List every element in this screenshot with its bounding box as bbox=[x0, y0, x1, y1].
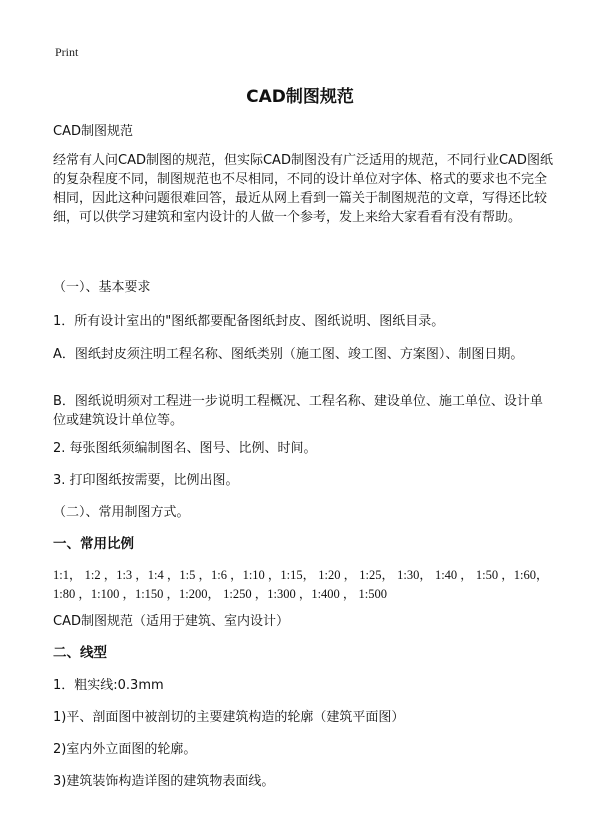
item-1: 1．所有设计室出的"图纸都要配备图纸封皮、图纸说明、图纸目录。 bbox=[53, 314, 445, 329]
item-2: 2. 每张图纸须编制图名、图号、比例、时间。 bbox=[53, 441, 317, 456]
section-common-methods: （二）、常用制图方式。 bbox=[53, 505, 190, 520]
section-basic-requirements: （一）、基本要求 bbox=[53, 280, 151, 295]
scale-ratios: 1:1， 1:2 ，1:3 ，1:4 ，1:5 ，1:6 ，1:10 ，1:15， 1:20 ， 1:25， 1:30， 1:40 ， 1:50 ，1:60， 1:80 ，1:100 ，1:150 ，1:200， 1:250 ，1:300 ，1:400 ， 1:500 bbox=[53, 568, 549, 601]
item-b: B．图纸说明须对工程进一步说明工程概况、工程名称、建设单位、施工单位、设计单位或建筑设计单位等。 bbox=[53, 394, 543, 428]
suitability-note: CAD制图规范（适用于建筑、室内设计） bbox=[53, 614, 289, 629]
line-item-1: 1)平、剖面图中被剖切的主要建筑构造的轮廓（建筑平面图） bbox=[53, 710, 405, 725]
heading-common-scale: 一、常用比例 bbox=[53, 536, 134, 552]
intro-paragraph: 经常有人问CAD制图的规范，但实际CAD制图没有广泛适用的规范，不同行业CAD图纸的复杂程度不同，制图规范也不尽相同，不同的设计单位对字体、格式的要求也不完全相同，因此这种问题很难回答，最近从网上看到一篇关于制图规范的文章，写得还比较细，可以供学习建筑和室内设计的人做一个参考，发上来给大家看看有没有帮助。 bbox=[53, 153, 553, 225]
item-3: 3. 打印图纸按需要，比例出图。 bbox=[53, 473, 239, 488]
thick-line-item: 1．粗实线:0.3mm bbox=[53, 678, 164, 693]
document-subtitle: CAD制图规范 bbox=[53, 124, 133, 139]
line-item-3: 3)建筑装饰构造详图的建筑物表面线。 bbox=[53, 774, 275, 789]
document-title: CAD制图规范 bbox=[246, 87, 354, 107]
item-a: A．图纸封皮须注明工程名称、图纸类别（施工图、竣工图、方案图）、制图日期。 bbox=[53, 347, 524, 362]
line-item-2: 2)室内外立面图的轮廓。 bbox=[53, 742, 197, 757]
print-label: Print bbox=[55, 45, 79, 59]
heading-line-type: 二、线型 bbox=[53, 645, 107, 661]
